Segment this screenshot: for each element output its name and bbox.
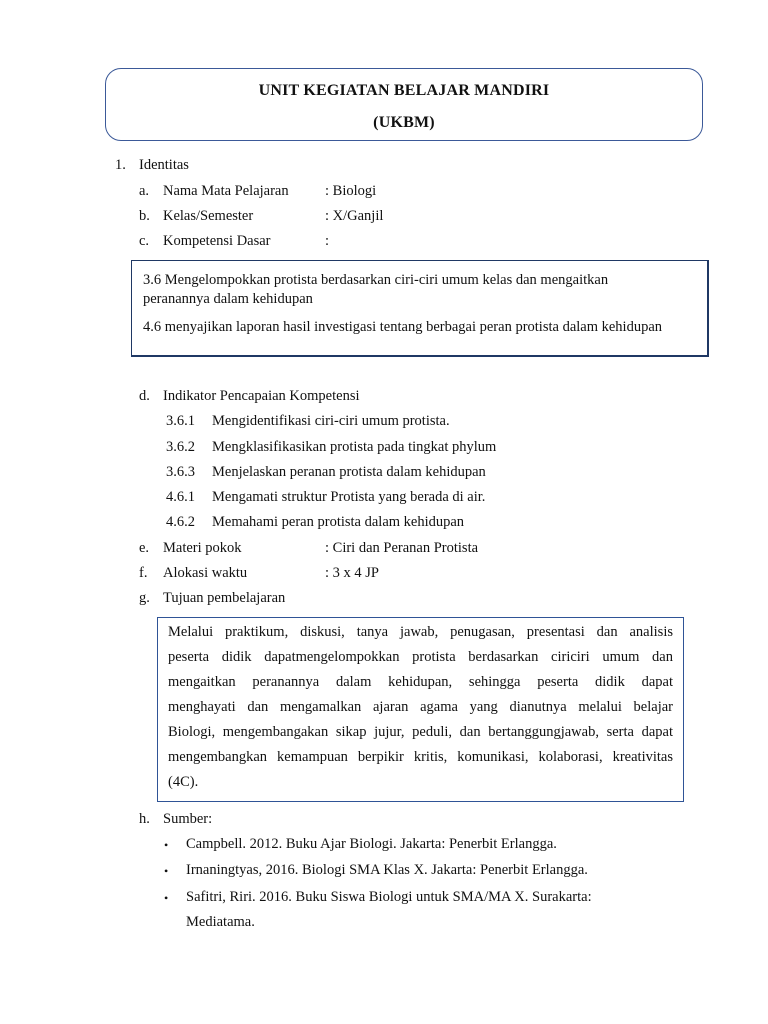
indikator-text: Menjelaskan peranan protista dalam kehidupan — [212, 464, 486, 480]
section-heading-sumber: Sumber: — [163, 811, 213, 827]
row-marker: b. — [139, 208, 150, 224]
row-label-kompetensi-dasar: Kompetensi Dasar — [163, 233, 271, 249]
kd-3-6-line1: 3.6 Mengelompokkan protista berdasarkan ciri-ciri umum kelas dan mengaitkan — [143, 272, 609, 288]
row-marker: f. — [139, 565, 148, 581]
row-value-mata-pelajaran: : Biologi — [325, 183, 377, 199]
sumber-item: Campbell. 2012. Buku Ajar Biologi. Jakarta: Penerbit Erlangga. — [186, 836, 557, 852]
row-label-alokasi-waktu: Alokasi waktu — [163, 565, 248, 581]
row-marker: h. — [139, 811, 150, 827]
section-heading-tujuan: Tujuan pembelajaran — [163, 590, 286, 606]
indikator-code: 4.6.2 — [166, 514, 195, 530]
indikator-code: 3.6.2 — [166, 439, 195, 455]
sumber-item: Safitri, Riri. 2016. Buku Siswa Biologi untuk SMA/MA X. Surakarta: — [186, 889, 592, 905]
row-marker: a. — [139, 183, 150, 199]
section-heading-indikator: Indikator Pencapaian Kompetensi — [163, 388, 360, 404]
indikator-code: 3.6.1 — [166, 413, 195, 429]
bullet-icon: • — [164, 891, 169, 905]
kd-3-6-line2: peranannya dalam kehidupan — [143, 291, 313, 307]
kompetensi-dasar-box — [131, 260, 709, 357]
tujuan-line: (4C). — [168, 774, 199, 790]
row-value-kelas-semester: : X/Ganjil — [325, 208, 384, 224]
document-subtitle: (UKBM) — [373, 114, 435, 131]
tujuan-line: mengembangkan kemampuan berpikir kritis, komunikasi, kolaborasi, kreativitas — [168, 749, 673, 765]
sumber-item-continuation: Mediatama. — [186, 914, 255, 930]
tujuan-line: Biologi, mengembangakan sikap jujur, peduli, dan bertanggungjawab, serta dapat — [168, 724, 673, 740]
tujuan-line: menghayati dan mengamalkan ajaran agama yang dianutnya melalui belajar — [168, 699, 673, 715]
tujuan-line: Melalui praktikum, diskusi, tanya jawab, penugasan, presentasi dan analisis — [168, 624, 673, 640]
tujuan-line: peserta didik dapatmengelompokkan protista berdasarkan ciriciri umum dan — [168, 649, 673, 665]
document-title: UNIT KEGIATAN BELAJAR MANDIRI — [258, 82, 550, 99]
row-marker: g. — [139, 590, 150, 606]
tujuan-line: mengaitkan peranannya dalam kehidupan, sehingga peserta didik dapat — [168, 674, 673, 690]
row-value-kompetensi-dasar: : — [325, 233, 330, 249]
bullet-icon: • — [164, 838, 169, 852]
kd-4-6: 4.6 menyajikan laporan hasil investigasi tentang berbagai peran protista dalam kehidupan — [143, 319, 663, 335]
title-box — [105, 68, 703, 141]
indikator-text: Mengidentifikasi ciri-ciri umum protista. — [212, 413, 450, 429]
indikator-code: 3.6.3 — [166, 464, 195, 480]
row-label-materi-pokok: Materi pokok — [163, 540, 242, 556]
row-marker: e. — [139, 540, 150, 556]
indikator-text: Memahami peran protista dalam kehidupan — [212, 514, 465, 530]
row-label-kelas-semester: Kelas/Semester — [163, 208, 254, 224]
indikator-code: 4.6.1 — [166, 489, 195, 505]
row-marker: c. — [139, 233, 150, 249]
bullet-icon: • — [164, 864, 169, 878]
sumber-item: Irnaningtyas, 2016. Biologi SMA Klas X. Jakarta: Penerbit Erlangga. — [186, 862, 588, 878]
row-value-alokasi-waktu: : 3 x 4 JP — [325, 565, 379, 581]
row-marker: d. — [139, 388, 150, 404]
row-label-mata-pelajaran: Nama Mata Pelajaran — [163, 183, 289, 199]
section-number: 1. — [115, 157, 126, 173]
indikator-text: Mengamati struktur Protista yang berada di air. — [212, 489, 486, 505]
section-heading-identitas: Identitas — [139, 157, 189, 173]
indikator-text: Mengklasifikasikan protista pada tingkat phylum — [212, 439, 497, 455]
row-value-materi-pokok: : Ciri dan Peranan Protista — [325, 540, 479, 556]
tujuan-pembelajaran-box — [157, 617, 684, 802]
